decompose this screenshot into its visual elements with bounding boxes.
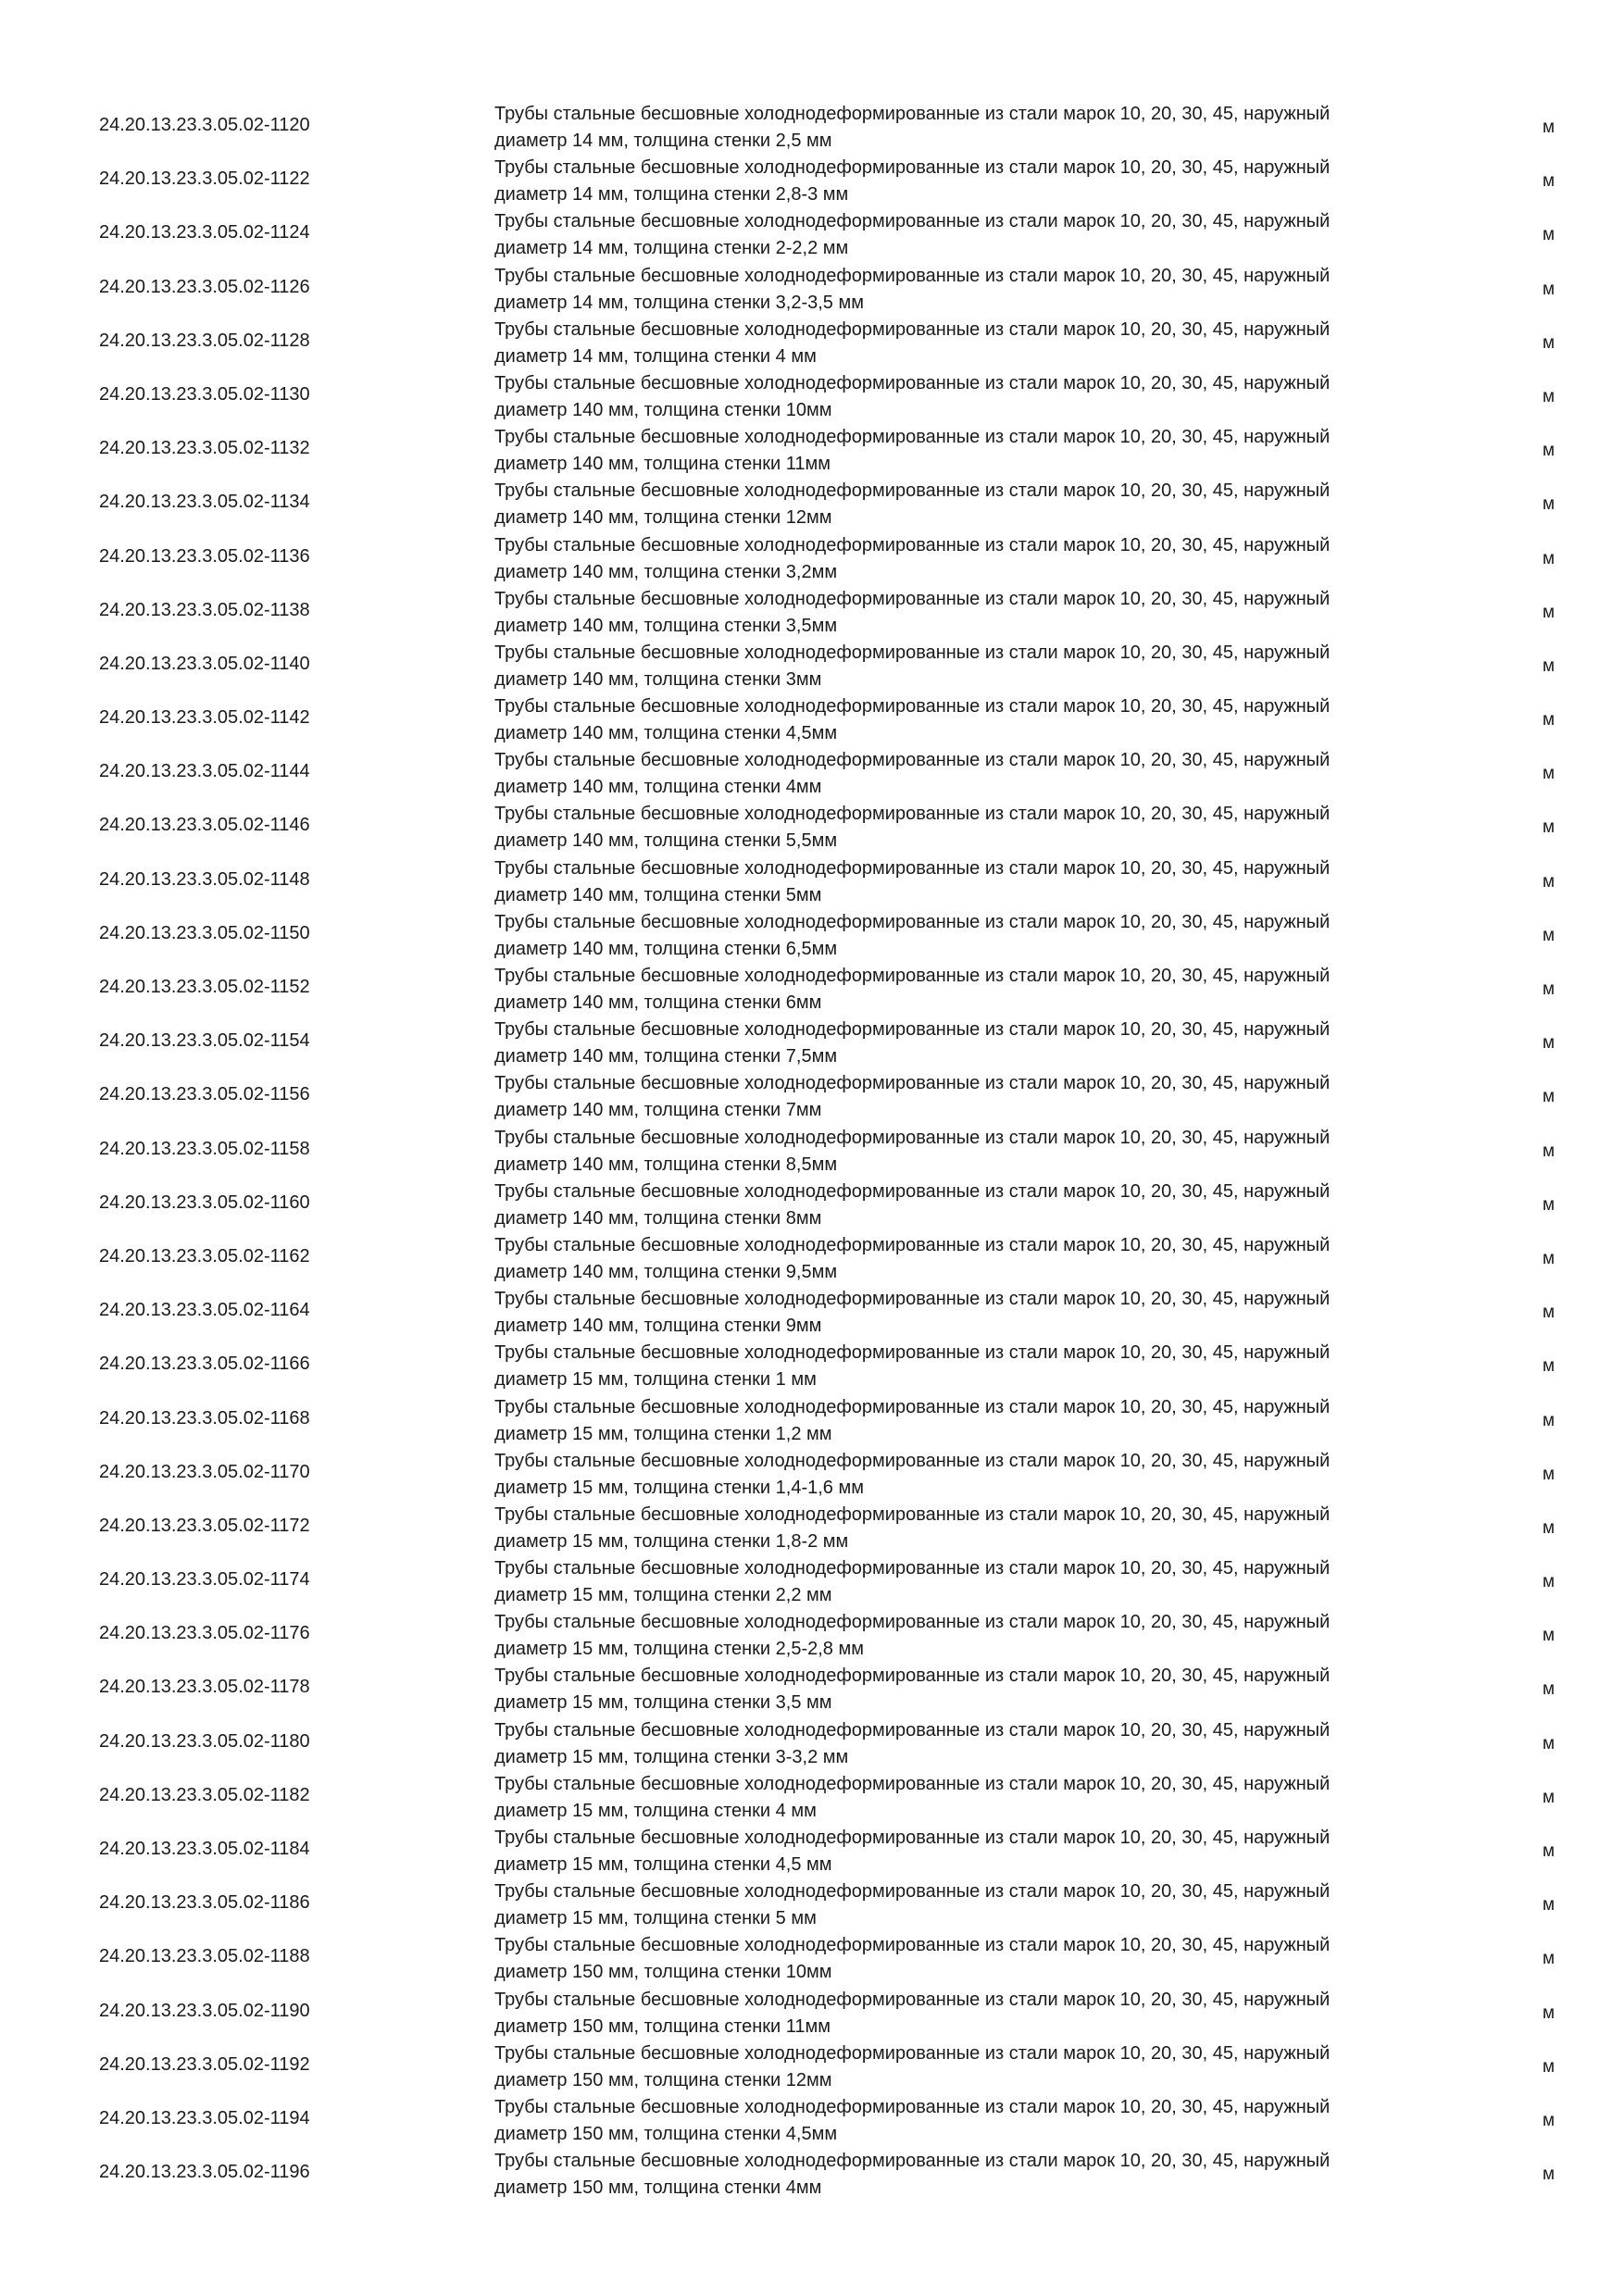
table-row [0,530,1624,583]
description-line-1: Трубы стальные бесшовные холоднодеформированные из стали марок 10, 20, 30, 45, наружный [494,1719,1330,1741]
resource-code: 24.20.13.23.3.05.02-1126 [99,276,310,297]
description-line-2: диаметр 140 мм, толщина стенки 4,5мм [494,723,838,744]
description-line-1: Трубы стальные бесшовные холоднодеформированные из стали марок 10, 20, 30, 45, наружный [494,1396,1330,1417]
description-line-2: диаметр 15 мм, толщина стенки 2,2 мм [494,1585,832,1606]
description-line-1: Трубы стальные бесшовные холоднодеформированные из стали марок 10, 20, 30, 45, наружный [494,1504,1330,1525]
description-line-2: диаметр 140 мм, толщина стенки 7,5мм [494,1046,838,1067]
resource-code: 24.20.13.23.3.05.02-1186 [99,1892,310,1914]
description-line-1: Трубы стальные бесшовные холоднодеформированные из стали марок 10, 20, 30, 45, наружный [494,1450,1330,1471]
description-line-1: Трубы стальные бесшовные холоднодеформированные из стали марок 10, 20, 30, 45, наружный [494,372,1330,393]
resource-description [494,208,1420,262]
resource-description [494,1070,1420,1124]
resource-description [494,263,1420,317]
unit-of-measure: м [1543,710,1555,730]
resource-code: 24.20.13.23.3.05.02-1130 [99,383,310,405]
unit-of-measure: м [1543,764,1555,784]
table-row [0,314,1624,368]
table-row [0,1445,1624,1499]
description-line-1: Трубы стальные бесшовные холоднодеформированные из стали марок 10, 20, 30, 45, наружный [494,480,1330,502]
table-row [0,798,1624,852]
unit-of-measure: м [1543,1248,1555,1268]
table-row [0,1014,1624,1067]
resource-description [494,1878,1420,1932]
resource-code: 24.20.13.23.3.05.02-1170 [99,1461,310,1482]
table-row [0,2038,1624,2091]
resource-code: 24.20.13.23.3.05.02-1196 [99,2162,310,2183]
table-row [0,960,1624,1014]
description-line-2: диаметр 140 мм, толщина стенки 3,5мм [494,615,838,636]
unit-of-measure: м [1543,1572,1555,1592]
description-line-1: Трубы стальные бесшовные холоднодеформированные из стали марок 10, 20, 30, 45, наружный [494,1127,1330,1148]
unit-of-measure: м [1543,1949,1555,1969]
resource-code: 24.20.13.23.3.05.02-1150 [99,922,310,943]
unit-of-measure: м [1543,871,1555,892]
price-list-table [0,98,1624,2199]
resource-description [494,532,1420,586]
table-row [0,421,1624,475]
resource-code: 24.20.13.23.3.05.02-1136 [99,545,310,567]
table-row [0,1606,1624,1660]
table-row [0,1391,1624,1445]
resource-code: 24.20.13.23.3.05.02-1168 [99,1407,310,1429]
table-row [0,1715,1624,1768]
description-line-1: Трубы стальные бесшовные холоднодеформированные из стали марок 10, 20, 30, 45, наружный [494,2042,1330,2064]
description-line-1: Трубы стальные бесшовные холоднодеформированные из стали марок 10, 20, 30, 45, наружный [494,211,1330,232]
unit-of-measure: м [1543,1626,1555,1646]
description-line-1: Трубы стальные бесшовные холоднодеформированные из стали марок 10, 20, 30, 45, наружный [494,1828,1330,1848]
resource-description [494,2040,1420,2094]
description-line-2: диаметр 15 мм, толщина стенки 4 мм [494,1800,817,1821]
resource-description [494,1771,1420,1825]
description-line-1: Трубы стальные бесшовные холоднодеформированные из стали марок 10, 20, 30, 45, наружный [494,1666,1330,1687]
resource-code: 24.20.13.23.3.05.02-1128 [99,330,310,351]
resource-code: 24.20.13.23.3.05.02-1190 [99,2000,310,2021]
description-line-1: Трубы стальные бесшовные холоднодеформированные из стали марок 10, 20, 30, 45, наружный [494,1558,1330,1579]
description-line-2: диаметр 150 мм, толщина стенки 4,5мм [494,2123,838,2144]
table-row [0,691,1624,744]
resource-description [494,2094,1420,2148]
table-row [0,1553,1624,1606]
description-line-1: Трубы стальные бесшовные холоднодеформированные из стали марок 10, 20, 30, 45, наружный [494,534,1330,555]
unit-of-measure: м [1543,980,1555,999]
description-line-2: диаметр 140 мм, толщина стенки 9,5мм [494,1261,838,1282]
unit-of-measure: м [1543,1895,1555,1915]
table-row [0,2145,1624,2199]
resource-code: 24.20.13.23.3.05.02-1178 [99,1677,310,1698]
description-line-2: диаметр 15 мм, толщина стенки 2,5-2,8 мм [494,1639,864,1660]
resource-code: 24.20.13.23.3.05.02-1180 [99,1730,310,1752]
description-line-2: диаметр 140 мм, толщина стенки 3мм [494,668,822,690]
resource-code: 24.20.13.23.3.05.02-1176 [99,1623,310,1644]
table-row [0,206,1624,259]
resource-description [494,1179,1420,1232]
description-line-1: Трубы стальные бесшовные холоднодеформированные из стали марок 10, 20, 30, 45, наружный [494,1342,1330,1364]
resource-description [494,1232,1420,1286]
description-line-1: Трубы стальные бесшовные холоднодеформированные из стали марок 10, 20, 30, 45, наружный [494,857,1330,879]
resource-code: 24.20.13.23.3.05.02-1184 [99,1839,310,1859]
resource-description [494,1987,1420,2040]
description-line-2: диаметр 140 мм, толщина стенки 10мм [494,399,832,420]
description-line-1: Трубы стальные бесшовные холоднодеформированные из стали марок 10, 20, 30, 45, наружный [494,1073,1330,1094]
description-line-2: диаметр 15 мм, толщина стенки 1,2 мм [494,1423,832,1444]
description-line-2: диаметр 14 мм, толщина стенки 2,8-3 мм [494,184,849,206]
resource-description [494,317,1420,370]
description-line-1: Трубы стальные бесшовные холоднодеформированные из стали марок 10, 20, 30, 45, наружный [494,911,1330,932]
unit-of-measure: м [1543,602,1555,622]
table-row [0,2091,1624,2145]
description-line-2: диаметр 140 мм, толщина стенки 7мм [494,1100,822,1121]
table-row [0,1822,1624,1876]
description-line-1: Трубы стальные бесшовные холоднодеформированные из стали марок 10, 20, 30, 45, наружный [494,1289,1330,1310]
table-row [0,906,1624,960]
description-line-1: Трубы стальные бесшовные холоднодеформированные из стали марок 10, 20, 30, 45, наружный [494,642,1330,663]
resource-description [494,370,1420,424]
description-line-2: диаметр 14 мм, толщина стенки 3,2-3,5 мм [494,292,864,313]
resource-code: 24.20.13.23.3.05.02-1134 [99,492,310,513]
unit-of-measure: м [1543,1303,1555,1323]
resource-code: 24.20.13.23.3.05.02-1182 [99,1784,310,1805]
resource-code: 24.20.13.23.3.05.02-1156 [99,1084,310,1105]
table-row [0,152,1624,206]
table-row [0,1176,1624,1229]
description-line-1: Трубы стальные бесшовные холоднодеформированные из стали марок 10, 20, 30, 45, наружный [494,1019,1330,1041]
table-row [0,368,1624,421]
unit-of-measure: м [1543,171,1555,192]
resource-description [494,101,1420,155]
unit-of-measure: м [1543,1087,1555,1107]
table-row [0,1768,1624,1822]
description-line-2: диаметр 15 мм, толщина стенки 1,8-2 мм [494,1530,849,1552]
unit-of-measure: м [1543,118,1555,137]
resource-description [494,155,1420,208]
unit-of-measure: м [1543,441,1555,461]
description-line-2: диаметр 140 мм, толщина стенки 8мм [494,1207,822,1229]
resource-description [494,1340,1420,1393]
unit-of-measure: м [1543,1356,1555,1377]
description-line-2: диаметр 15 мм, толщина стенки 3,5 мм [494,1692,832,1714]
resource-description [494,1448,1420,1502]
resource-code: 24.20.13.23.3.05.02-1172 [99,1515,310,1536]
description-line-1: Трубы стальные бесшовные холоднодеформированные из стали марок 10, 20, 30, 45, наружный [494,104,1330,124]
unit-of-measure: м [1543,817,1555,838]
resource-description [494,1017,1420,1070]
resource-description [494,693,1420,747]
table-row [0,1876,1624,1929]
resource-code: 24.20.13.23.3.05.02-1164 [99,1300,310,1321]
resource-description [494,747,1420,801]
resource-description [494,1286,1420,1340]
unit-of-measure: м [1543,1679,1555,1700]
description-line-2: диаметр 140 мм, толщина стенки 5,5мм [494,830,838,852]
resource-code: 24.20.13.23.3.05.02-1194 [99,2107,310,2128]
description-line-1: Трубы стальные бесшовные холоднодеформированные из стали марок 10, 20, 30, 45, наружный [494,1881,1330,1903]
description-line-2: диаметр 15 мм, толщина стенки 4,5 мм [494,1854,832,1875]
description-line-1: Трубы стальные бесшовные холоднодеформированные из стали марок 10, 20, 30, 45, наружный [494,2151,1330,2172]
resource-code: 24.20.13.23.3.05.02-1140 [99,653,310,674]
unit-of-measure: м [1543,1141,1555,1161]
resource-code: 24.20.13.23.3.05.02-1162 [99,1245,310,1267]
description-line-2: диаметр 140 мм, толщина стенки 9мм [494,1316,822,1337]
resource-code: 24.20.13.23.3.05.02-1142 [99,707,310,729]
description-line-2: диаметр 140 мм, толщина стенки 12мм [494,507,832,529]
resource-description [494,1932,1420,1986]
resource-description [494,855,1420,909]
description-line-2: диаметр 150 мм, толщина стенки 11мм [494,2015,831,2037]
description-line-1: Трубы стальные бесшовные холоднодеформированные из стали марок 10, 20, 30, 45, наружный [494,750,1330,771]
description-line-1: Трубы стальные бесшовные холоднодеформированные из стали марок 10, 20, 30, 45, наружный [494,804,1330,825]
resource-description [494,909,1420,963]
description-line-2: диаметр 15 мм, толщина стенки 3-3,2 мм [494,1746,849,1767]
resource-description [494,963,1420,1017]
description-line-1: Трубы стальные бесшовные холоднодеформированные из стали марок 10, 20, 30, 45, наружный [494,1989,1330,2010]
description-line-2: диаметр 14 мм, толщина стенки 4 мм [494,345,817,367]
description-line-1: Трубы стальные бесшовные холоднодеформированные из стали марок 10, 20, 30, 45, наружный [494,588,1330,609]
resource-code: 24.20.13.23.3.05.02-1124 [99,222,310,243]
resource-code: 24.20.13.23.3.05.02-1188 [99,1946,310,1967]
table-row [0,1984,1624,2038]
table-row [0,260,1624,314]
unit-of-measure: м [1543,1464,1555,1484]
unit-of-measure: м [1543,548,1555,568]
description-line-2: диаметр 140 мм, толщина стенки 4мм [494,777,822,798]
description-line-2: диаметр 150 мм, толщина стенки 10мм [494,1962,832,1983]
unit-of-measure: м [1543,386,1555,406]
table-row [0,1122,1624,1176]
resource-code: 24.20.13.23.3.05.02-1152 [99,977,310,997]
resource-description [494,478,1420,531]
description-line-2: диаметр 140 мм, толщина стенки 8,5мм [494,1154,838,1175]
description-line-1: Трубы стальные бесшовные холоднодеформированные из стали марок 10, 20, 30, 45, наружный [494,966,1330,986]
resource-code: 24.20.13.23.3.05.02-1144 [99,761,310,782]
description-line-1: Трубы стальные бесшовные холоднодеформированные из стали марок 10, 20, 30, 45, наружный [494,265,1330,286]
resource-code: 24.20.13.23.3.05.02-1174 [99,1569,310,1591]
description-line-1: Трубы стальные бесшовные холоднодеформированные из стали марок 10, 20, 30, 45, наружный [494,696,1330,718]
resource-description [494,586,1420,640]
resource-code: 24.20.13.23.3.05.02-1158 [99,1138,310,1159]
unit-of-measure: м [1543,1410,1555,1430]
table-row [0,1067,1624,1121]
description-line-1: Трубы стальные бесшовные холоднодеформированные из стали марок 10, 20, 30, 45, наружный [494,1773,1330,1794]
resource-code: 24.20.13.23.3.05.02-1154 [99,1030,310,1052]
description-line-2: диаметр 15 мм, толщина стенки 5 мм [494,1908,817,1929]
table-row [0,1337,1624,1391]
unit-of-measure: м [1543,279,1555,299]
resource-description [494,1125,1420,1179]
resource-description [494,424,1420,478]
resource-description [494,1555,1420,1609]
table-row [0,1283,1624,1337]
resource-code: 24.20.13.23.3.05.02-1132 [99,438,310,459]
unit-of-measure: м [1543,1787,1555,1807]
table-row [0,1929,1624,1983]
table-row [0,98,1624,152]
resource-description [494,801,1420,855]
resource-code: 24.20.13.23.3.05.02-1192 [99,2053,310,2075]
description-line-1: Трубы стальные бесшовные холоднодеформированные из стали марок 10, 20, 30, 45, наружный [494,1612,1330,1633]
resource-code: 24.20.13.23.3.05.02-1122 [99,168,310,190]
description-line-1: Трубы стальные бесшовные холоднодеформированные из стали марок 10, 20, 30, 45, наружный [494,157,1330,179]
resource-code: 24.20.13.23.3.05.02-1148 [99,868,310,890]
table-row [0,1229,1624,1283]
unit-of-measure: м [1543,225,1555,245]
table-row [0,744,1624,798]
description-line-2: диаметр 15 мм, толщина стенки 1,4-1,6 мм [494,1477,864,1498]
unit-of-measure: м [1543,1194,1555,1215]
description-line-2: диаметр 14 мм, толщина стенки 2-2,2 мм [494,238,849,259]
resource-description [494,2148,1420,2202]
description-line-2: диаметр 150 мм, толщина стенки 4мм [494,2177,822,2199]
resource-code: 24.20.13.23.3.05.02-1160 [99,1192,310,1213]
description-line-2: диаметр 140 мм, толщина стенки 6,5мм [494,938,838,959]
resource-description [494,1663,1420,1716]
resource-code: 24.20.13.23.3.05.02-1138 [99,599,310,620]
description-line-2: диаметр 14 мм, толщина стенки 2,5 мм [494,131,832,151]
description-line-1: Трубы стальные бесшовные холоднодеформированные из стали марок 10, 20, 30, 45, наружный [494,427,1330,448]
unit-of-measure: м [1543,1517,1555,1538]
description-line-1: Трубы стальные бесшовные холоднодеформированные из стали марок 10, 20, 30, 45, наружный [494,1935,1330,1956]
resource-code: 24.20.13.23.3.05.02-1146 [99,815,310,836]
resource-description [494,1717,1420,1771]
resource-code: 24.20.13.23.3.05.02-1166 [99,1354,310,1375]
resource-description [494,1609,1420,1663]
unit-of-measure: м [1543,1733,1555,1753]
unit-of-measure: м [1543,332,1555,353]
unit-of-measure: м [1543,655,1555,676]
description-line-1: Трубы стальные бесшовные холоднодеформированные из стали марок 10, 20, 30, 45, наружный [494,1180,1330,1202]
unit-of-measure: м [1543,2110,1555,2130]
table-row [0,853,1624,906]
unit-of-measure: м [1543,494,1555,515]
description-line-2: диаметр 15 мм, толщина стенки 1 мм [494,1369,817,1391]
resource-description [494,1502,1420,1555]
description-line-1: Трубы стальные бесшовные холоднодеформированные из стали марок 10, 20, 30, 45, наружный [494,1234,1330,1255]
unit-of-measure: м [1543,2003,1555,2023]
description-line-2: диаметр 140 мм, толщина стенки 5мм [494,884,822,905]
description-line-2: диаметр 150 мм, толщина стенки 12мм [494,2069,832,2090]
description-line-2: диаметр 140 мм, толщина стенки 11мм [494,454,831,475]
resource-description [494,640,1420,693]
description-line-1: Трубы стальные бесшовные холоднодеформированные из стали марок 10, 20, 30, 45, наружный [494,318,1330,340]
resource-description [494,1825,1420,1878]
description-line-1: Трубы стальные бесшовные холоднодеформированные из стали марок 10, 20, 30, 45, наружный [494,2096,1330,2117]
table-row [0,1499,1624,1553]
description-line-2: диаметр 140 мм, толщина стенки 6мм [494,992,822,1013]
description-line-2: диаметр 140 мм, толщина стенки 3,2мм [494,561,838,582]
table-row [0,583,1624,637]
unit-of-measure: м [1543,1841,1555,1861]
table-row [0,1660,1624,1714]
unit-of-measure: м [1543,1033,1555,1054]
unit-of-measure: м [1543,2056,1555,2077]
unit-of-measure: м [1543,925,1555,945]
table-row [0,637,1624,691]
unit-of-measure: м [1543,2165,1555,2185]
resource-description [494,1394,1420,1448]
table-row [0,475,1624,529]
resource-code: 24.20.13.23.3.05.02-1120 [99,115,310,135]
